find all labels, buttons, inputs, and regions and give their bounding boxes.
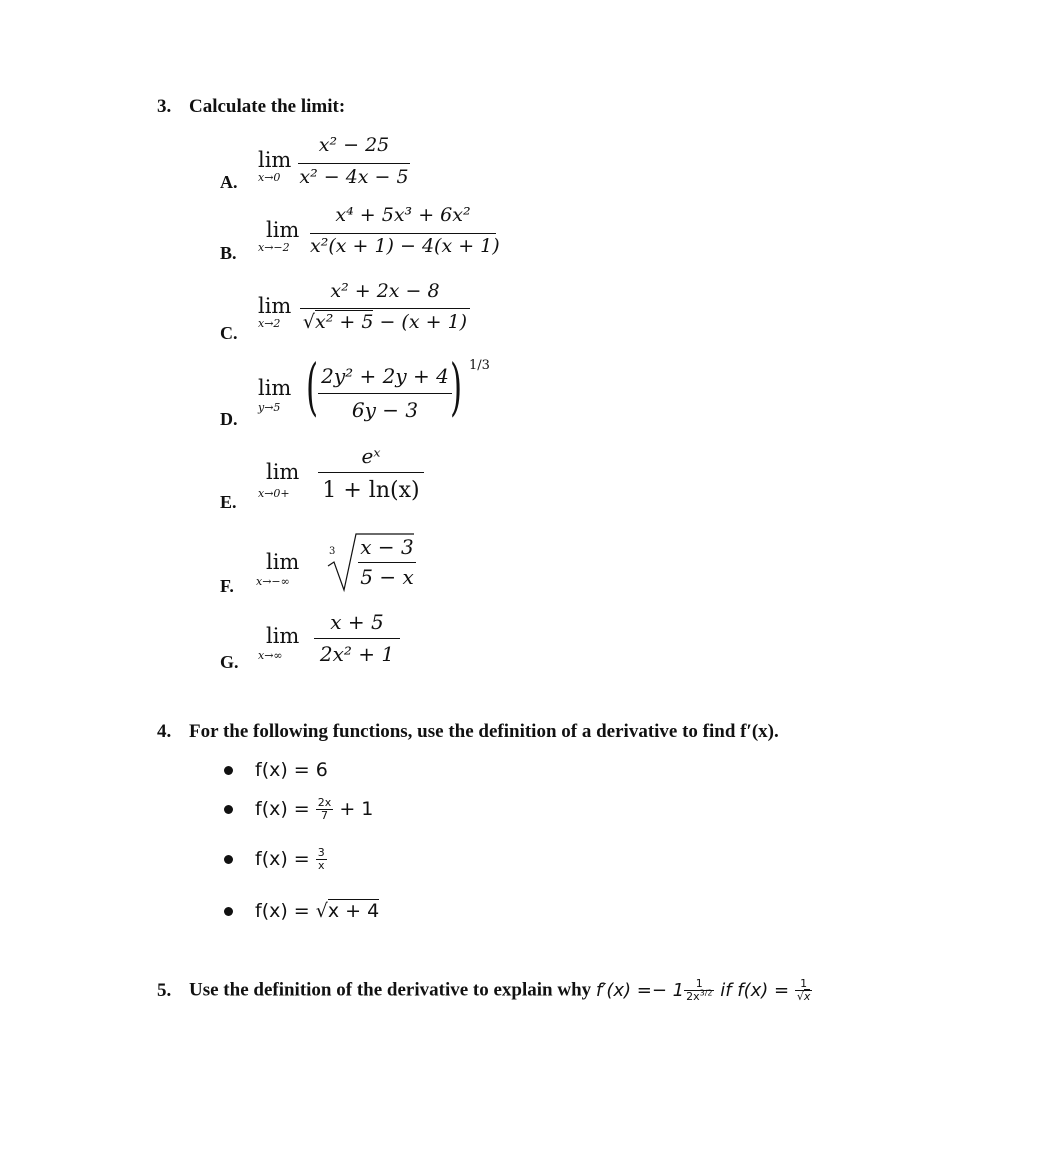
fraction-numerator: 1 [795,978,813,991]
fraction-denominator: 7 [321,809,329,823]
item-letter: F. [220,576,234,596]
function-item [224,900,379,922]
denominator: 1 + ln(x) [322,478,420,503]
question-number: 4. [157,721,172,742]
lim-subscript: x→∞ [258,649,283,662]
item-letter: C. [220,323,238,343]
limit-item-c [0,276,1057,346]
fraction-bar [300,308,470,309]
numerator: x − 3 [360,535,414,559]
numerator: x⁴ + 5x³ + 6x² [335,204,471,226]
fraction-bar [358,562,416,563]
function-item [224,797,373,822]
question-5-heading [157,978,812,1003]
question-number: 3. [157,96,172,117]
denominator: 5 − x [360,565,414,589]
numerator: x² − 25 [318,134,390,156]
radicand: x [803,990,811,1004]
lim-subscript: y→5 [258,401,281,414]
question-4-heading [157,721,779,743]
question-title: Calculate the limit: [189,96,346,117]
fraction [314,606,400,670]
function-expression: f(x) = 6 [255,759,328,781]
function-fraction [795,978,813,1003]
sqrt-icon: √ [796,990,804,1004]
fraction [318,358,452,424]
lim-operator: lim [266,550,300,574]
fraction-denominator [684,988,714,1004]
fraction-numerator: 3 [317,846,325,859]
denominator-rest: − (x + 1) [373,311,468,333]
denominator: x²(x + 1) − 4(x + 1) [310,235,500,257]
item-letter: B. [220,243,237,263]
lim-subscript: x→0+ [258,487,290,500]
function-rest: + 1 [333,798,374,821]
denominator [300,313,470,332]
sqrt-icon: √ [302,311,316,333]
lim-operator: lim [266,218,300,242]
item-letter: D. [220,409,238,429]
derivative-expression [595,977,812,1004]
lim-subscript: x→−∞ [256,575,290,588]
fraction-bar [318,393,452,394]
fraction-numerator: 1 [684,978,714,991]
function-item [224,847,327,872]
bullet-icon [224,805,233,814]
lim-operator: lim [266,624,300,648]
lim-operator: lim [258,294,292,318]
lim-operator: lim [258,148,292,172]
limit-item-f [0,528,1057,598]
bullet-icon [224,907,233,916]
exponent: 1/3 [469,358,490,373]
question-3-heading [157,96,345,118]
fraction [358,532,416,592]
derivative-fraction [684,978,714,1003]
lim-subscript: x→2 [258,317,281,330]
denominator: x² − 4x − 5 [299,166,409,188]
root-index: 3 [329,546,336,557]
sqrt-icon: √ [315,900,328,922]
denominator: 2x² + 1 [319,642,395,666]
lim-operator: lim [266,460,300,484]
left-paren: ( [306,350,319,423]
item-letter: G. [220,652,239,672]
right-paren: ) [450,350,463,423]
function-item [224,759,328,781]
denominator: 6y − 3 [351,398,419,422]
fraction-bar [298,163,410,164]
numerator: eˣ [361,444,381,468]
limit-item-d [0,350,1057,436]
fraction-denominator: x [318,859,325,873]
fraction-denominator [795,991,813,1003]
lim-subscript: x→−2 [258,241,290,254]
function-lhs: f(x) = [255,798,316,821]
limit-item-g [0,606,1057,676]
limit-item-b [0,200,1057,270]
item-letter: A. [220,172,238,192]
fraction [318,442,424,506]
denominator-exponent: 3/2 [699,988,713,998]
item-letter: E. [220,492,237,512]
fraction [300,276,470,340]
numerator: x + 5 [330,610,384,634]
fraction-bar [314,638,400,639]
numerator: x² + 2x − 8 [330,280,440,302]
fraction-bar [310,233,496,234]
question-title: For the following functions, use the definition of a derivative to find f′(x). [189,721,779,742]
fprime: f′(x) =− 1 [595,979,685,1001]
lim-operator: lim [258,376,292,400]
bullet-icon [224,855,233,864]
limit-item-a [0,130,1057,200]
function-fraction [316,797,334,822]
numerator: 2y² + 2y + 4 [321,364,449,388]
function-lhs: f(x) = [255,900,316,922]
fraction [310,200,500,260]
function-fraction [316,847,327,872]
radicand: x² + 5 [315,311,374,333]
function-lhs: f(x) = [255,848,316,871]
bullet-icon [224,766,233,775]
limit-item-e [0,442,1057,512]
fraction-bar [318,472,424,473]
fraction [298,130,410,190]
denominator-base: 2x [686,990,700,1004]
fraction-numerator: 2x [317,796,332,809]
radicand: x + 4 [327,900,380,922]
lim-subscript: x→0 [258,171,281,184]
question-number: 5. [157,979,172,1001]
question-text: Use the definition of the derivative to explain why [189,979,592,1001]
condition: if f(x) = [714,979,795,1001]
